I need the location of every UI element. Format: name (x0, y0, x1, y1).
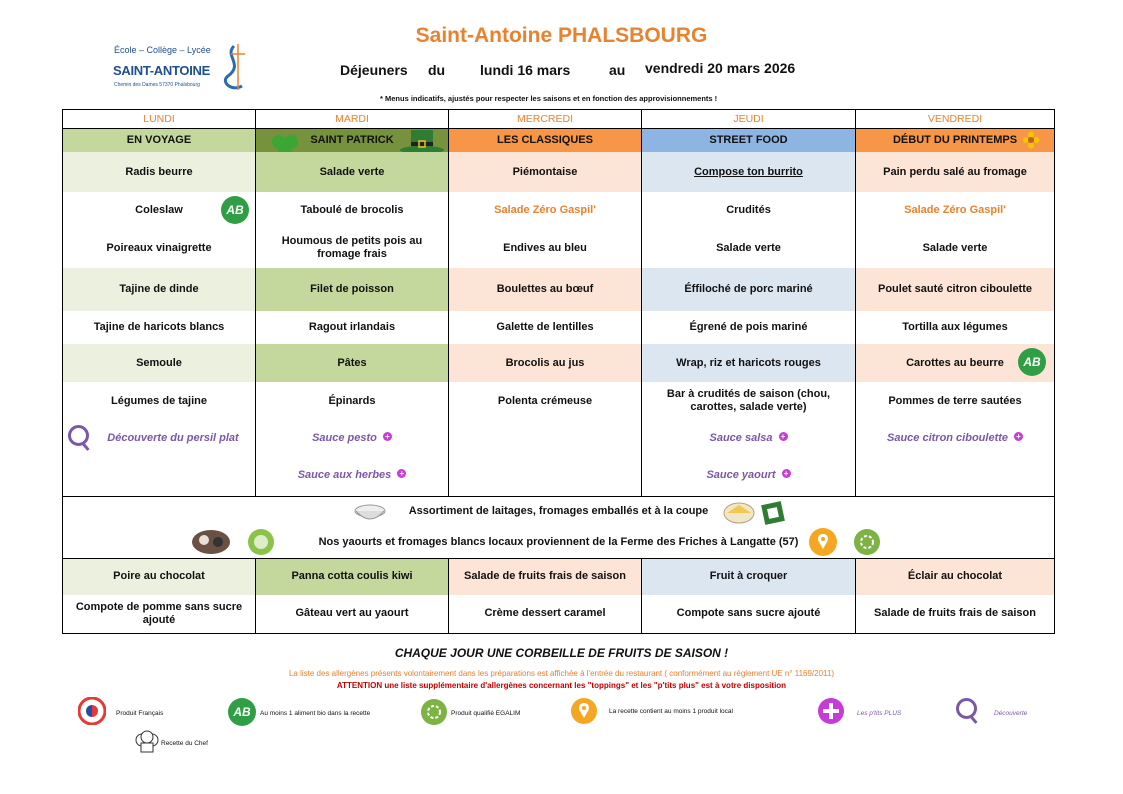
menu-item: Poireaux vinaigrette (63, 228, 256, 268)
dairy-row (63, 496, 1055, 527)
menu-item: Salade Zéro Gaspil' (856, 192, 1055, 228)
menu-item: Crudités (642, 192, 856, 228)
day-lundi: LUNDI (63, 110, 256, 129)
ptits-plus-icon: + (397, 469, 406, 478)
menu-item: Tortilla aux légumes (856, 311, 1055, 344)
au-label: au (609, 62, 626, 78)
menu-extra-cell (256, 420, 449, 456)
menu-item: Tajine de haricots blancs (63, 311, 256, 344)
egalim-icon (853, 528, 881, 556)
menu-item: Salade verte (856, 228, 1055, 268)
menu-extra-cell (63, 420, 256, 456)
theme-label: DÉBUT DU PRINTEMPS (892, 134, 1018, 146)
legend-egalim: Produit qualifié EGALIM (451, 710, 521, 717)
menu-extra: Sauce citron ciboulette (886, 431, 1009, 444)
main-row-1 (63, 268, 1055, 311)
legend-decouverte: Découverte (994, 710, 1028, 717)
menu-item-cell (63, 192, 256, 228)
menu-item: Panna cotta coulis kiwi (256, 558, 449, 595)
menu-extra: Découverte du persil plat (107, 431, 239, 444)
menu-extra-cell (856, 420, 1055, 456)
theme-label: EN VOYAGE (126, 134, 192, 146)
end-date: vendredi 20 mars 2026 (645, 60, 796, 76)
menu-extra: Sauce salsa (709, 431, 773, 444)
menu-item: Tajine de dinde (63, 268, 256, 311)
menu-note: * Menus indicatifs, ajustés pour respecter les saisons et en fonction des approvisionnements ! (380, 94, 718, 103)
extras-row-2 (63, 456, 1055, 496)
day-vendredi: VENDREDI (856, 110, 1055, 129)
menu-extra (63, 456, 256, 496)
theme-lundi (63, 129, 256, 153)
theme-label: SAINT PATRICK (310, 134, 394, 146)
french-product-icon (78, 697, 106, 725)
ptits-plus-icon: + (779, 432, 788, 441)
dessert-row-1 (63, 558, 1055, 595)
chef-hat-icon (134, 730, 160, 756)
dairy-line-1: Assortiment de laitages, fromages emballés et à la coupe (408, 505, 709, 518)
day-mardi: MARDI (256, 110, 449, 129)
theme-label: LES CLASSIQUES (497, 134, 593, 146)
menu-extra: Sauce aux herbes (297, 469, 392, 482)
menu-item: Crème dessert caramel (449, 595, 642, 633)
ptits-plus-icon: + (1014, 432, 1023, 441)
menu-item: Boulettes au bœuf (449, 268, 642, 311)
school-logo (110, 42, 250, 98)
legend-local-icon (570, 697, 598, 725)
logo-line2: SAINT-ANTOINE (113, 63, 210, 78)
menu-item: Poulet sauté citron ciboulette (856, 268, 1055, 311)
local-pin-icon (808, 527, 838, 557)
dejeuners-label: Déjeuners (340, 62, 408, 78)
decouverte-loupe-icon (68, 425, 89, 446)
legend-local: La recette contient au moins 1 produit local (609, 708, 733, 715)
dessert-row-2 (63, 595, 1055, 633)
menu-item: Brocolis au jus (449, 344, 642, 382)
local-row (63, 527, 1055, 558)
menu-item: Égrené de pois mariné (642, 311, 856, 344)
bio-ab-icon: AB (221, 196, 249, 224)
farm-cows-icon (191, 528, 231, 556)
themes-row (63, 129, 1055, 153)
day-mercredi: MERCREDI (449, 110, 642, 129)
menu-item: Compote de pomme sans sucre ajouté (63, 595, 256, 633)
menu-extra (856, 456, 1055, 496)
menu-extra (449, 456, 642, 496)
theme-label: STREET FOOD (709, 134, 788, 146)
menu-item: Éffiloché de porc mariné (642, 268, 856, 311)
menu-item: Salade de fruits frais de saison (449, 558, 642, 595)
menu-item: Semoule (63, 344, 256, 382)
ptits-plus-icon: + (782, 469, 791, 478)
menu-item-cell (856, 344, 1055, 382)
theme-mardi (256, 129, 449, 153)
logo-line3: Chemin des Dames 57370 Phalsbourg (114, 82, 200, 88)
allergen-note: La liste des allergènes présents volontairement dans les préparations est affichée à l'entrée du restaurant ( conformément au règlement UE n° 1169/2011) (288, 669, 835, 678)
menu-item: Houmous de petits pois au fromage frais (256, 228, 449, 268)
menu-item: Wrap, riz et haricots rouges (642, 344, 856, 382)
menu-item: Taboulé de brocolis (256, 192, 449, 228)
menu-item: Compote sans sucre ajouté (642, 595, 856, 633)
starter-row-1 (63, 152, 1055, 192)
menu-item: Pain perdu salé au fromage (856, 152, 1055, 192)
menu-item: Pommes de terre sautées (856, 382, 1055, 420)
menu-item: Endives au bleu (449, 228, 642, 268)
menu-item: Galette de lentilles (449, 311, 642, 344)
extras-row-1 (63, 420, 1055, 456)
days-row (63, 110, 1055, 129)
menu-item: Pâtes (256, 344, 449, 382)
flower-icon (1022, 131, 1040, 149)
legend-plus: Les p'tits PLUS (857, 710, 902, 717)
dairy-bowl-icon (353, 499, 387, 525)
menu-item: Bar à crudités de saison (chou, carottes, salade verte) (642, 382, 856, 420)
side-row-1 (63, 344, 1055, 382)
logo-line1: École – Collège – Lycée (114, 45, 211, 55)
legend-chef: Recette du Chef (161, 740, 208, 747)
menu-item: Salade de fruits frais de saison (856, 595, 1055, 633)
dairy-local-icon (246, 528, 276, 556)
menu-item: Salade Zéro Gaspil' (449, 192, 642, 228)
menu-extra-cell (642, 420, 856, 456)
theme-vendredi (856, 129, 1055, 153)
dairy-cell (63, 496, 1055, 527)
legend-bio: Au moins 1 aliment bio dans la recette (260, 710, 371, 717)
allergen-warning: ATTENTION une liste supplémentaire d'allergènes concernant les "toppings" et les "p'tits plus" est à votre disposition (336, 681, 787, 690)
menu-item: Carottes au beurre (906, 356, 1004, 369)
menu-item: Poire au chocolat (63, 558, 256, 595)
page-title: Saint-Antoine PHALSBOURG (415, 24, 708, 47)
menu-table (62, 109, 1055, 634)
logo-emblem-icon (214, 42, 250, 98)
menu-item: Fruit à croquer (642, 558, 856, 595)
fruit-basket-note: CHAQUE JOUR UNE CORBEILLE DE FRUITS DE SAISON ! (394, 646, 729, 660)
theme-jeudi (642, 129, 856, 153)
ptits-plus-icon: + (383, 432, 392, 441)
menu-item: Salade verte (256, 152, 449, 192)
menu-item: Polenta crémeuse (449, 382, 642, 420)
legend-plus-icon (817, 697, 845, 725)
legend-egalim-icon (420, 698, 448, 726)
du-label: du (428, 62, 446, 78)
starter-row-3 (63, 228, 1055, 268)
menu-item: Éclair au chocolat (856, 558, 1055, 595)
start-date: lundi 16 mars (480, 62, 571, 78)
theme-mercredi (449, 129, 642, 153)
menu-extra: Sauce yaourt (706, 469, 776, 482)
menu-extra-cell (256, 456, 449, 496)
starter-row-2 (63, 192, 1055, 228)
menu-item: Filet de poisson (256, 268, 449, 311)
menu-item: Épinards (256, 382, 449, 420)
legend-francais: Produit Français (116, 710, 164, 717)
dairy-line-2: Nos yaourts et fromages blancs locaux proviennent de la Ferme des Friches à Langatte (57) (318, 535, 799, 548)
menu-item: Radis beurre (63, 152, 256, 192)
legend-decouverte-icon (956, 698, 977, 719)
menu-extra-cell (642, 456, 856, 496)
menu-item: Piémontaise (449, 152, 642, 192)
menu-item: Salade verte (642, 228, 856, 268)
menu-item: Coleslaw (135, 203, 183, 216)
cheese-platter-icon (723, 499, 787, 527)
main-row-2 (63, 311, 1055, 344)
legend-bio-icon: AB (228, 698, 256, 726)
menu-extra: Sauce pesto (312, 431, 377, 444)
menu-item: Compose ton burrito (642, 152, 856, 192)
menu-item: Légumes de tajine (63, 382, 256, 420)
side-row-2 (63, 382, 1055, 420)
menu-item: Ragout irlandais (256, 311, 449, 344)
bio-ab-icon: AB (1018, 348, 1046, 376)
day-jeudi: JEUDI (642, 110, 856, 129)
menu-extra (449, 420, 642, 456)
menu-item: Gâteau vert au yaourt (256, 595, 449, 633)
local-cell (63, 527, 1055, 558)
